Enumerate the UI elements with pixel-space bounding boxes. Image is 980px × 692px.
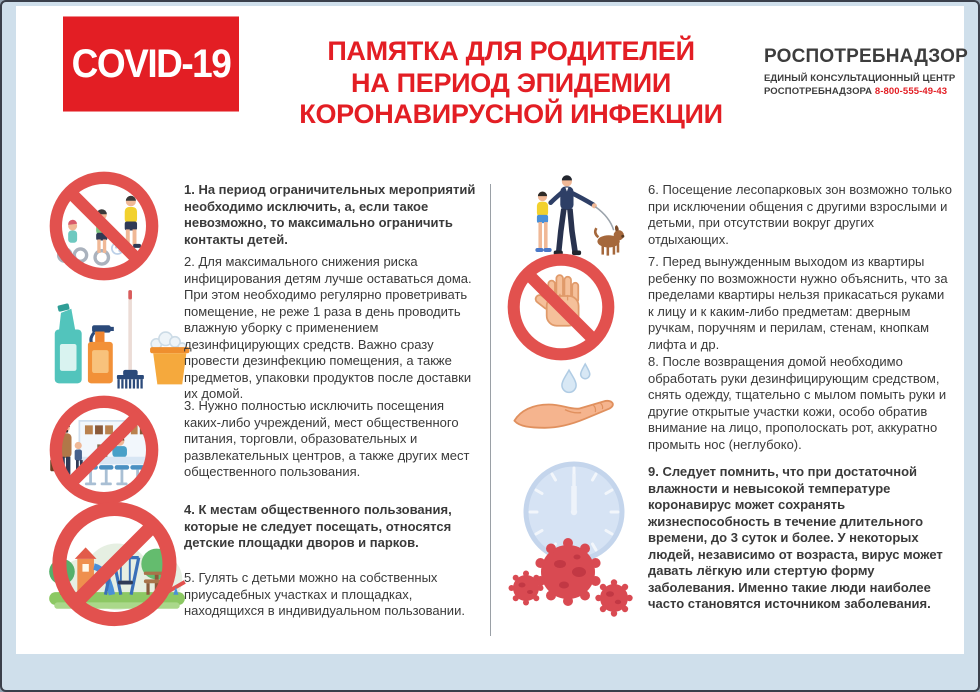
memo-item-1: 1. На период ограничительных мероприятий необходимо исключить, а, если такое невозможно, то максимально ограничить контакты детей. — [184, 182, 476, 247]
no-children-contact-icon — [48, 170, 160, 282]
memo-item-5: 5. Гулять с детьми можно на собственных приусадебных участках и площадках, находящихся в индивидуальном пользовании. — [184, 570, 465, 618]
hand-washing-icon — [506, 360, 628, 446]
title-line-3: КОРОНАВИРУСНОЙ ИНФЕКЦИИ — [299, 99, 723, 130]
agency-phone[interactable]: 8-800-555-49-43 — [874, 86, 948, 98]
rospotrebnadzor-block — [764, 46, 969, 99]
poster-title — [271, 36, 751, 131]
agency-name: РОСПОТРЕБНАДЗОР — [764, 46, 968, 67]
title-line-1: ПАМЯТКА ДЛЯ РОДИТЕЛЕЙ — [327, 36, 695, 66]
memo-item-4: 4. К местам общественного пользования, которые не следует посещать, относятся детские площадки дворов и парков. — [184, 502, 452, 550]
memo-item-2: 2. Для максимального снижения риска инфицирования детям лучше оставаться дома. При этом необходимо регулярно проветривать помещение, не реже 1 раза в день проводить влажную уборку с применением дезинфицирующих средств. Важно сразу провести дезинфекцию помещения, а также предметов, упаковки продуктов после доставки их домой. — [184, 254, 472, 401]
no-touch-icon — [506, 252, 616, 362]
column-divider — [490, 184, 491, 636]
poster-page — [16, 6, 968, 654]
memo-item-7: 7. Перед вынужденным выходом из квартиры ребенку по возможности нужно объяснить, что за пределами квартиры нельзя прикасаться руками к лицу и к каким-либо предметам: дверным ручкам, поручням и перилам, стенам, кнопкам лифта и др. — [648, 254, 948, 352]
memo-item-3: 3. Нужно полностью исключить посещения каких-либо учреждений, мест общественного питания, торговли, образовательных и развлекательных центров, а также других мест общественного пользования. — [184, 398, 470, 479]
memo-item-9: 9. Следует помнить, что при достаточной влажности и невысокой температуре коронавирус может сохранять жизнеспособность в течение длительного времени, до 3 суток и более. У некоторых людей, независимо от возраста, вирус может давать лёгкую или стертую форму заболевания. Именно такие люди наиболее часто становятся источником заболевания. — [648, 464, 943, 611]
agency-center-line1: ЕДИНЫЙ КОНСУЛЬТАЦИОННЫЙ ЦЕНТР — [764, 73, 956, 84]
cleaning-supplies-icon — [46, 288, 192, 402]
memo-item-8: 8. После возвращения домой необходимо обработать руки дезинфицирующим средством, снять одежду, тщательно с мылом помыть руки и другие открытые участки кожи, особо обратив внимание на лицо, прополоскать рот, аккуратно промыть нос (неглубоко). — [648, 354, 947, 452]
virus-lifetime-clock-icon — [502, 448, 642, 628]
memo-item-6: 6. Посещение лесопарковых зон возможно только при исключении общения с другими взрослыми и детьми, при отсутствии вокруг других отдыхающих. — [648, 182, 952, 247]
agency-subtitle — [764, 72, 969, 99]
no-public-places-icon — [48, 394, 160, 506]
covid19-badge: COVID-19 — [63, 16, 239, 111]
title-line-2: НА ПЕРИОД ЭПИДЕМИИ — [351, 67, 671, 98]
agency-center-line2: РОСПОТРЕБНАДЗОРА — [764, 86, 873, 98]
no-playground-icon — [42, 500, 192, 628]
